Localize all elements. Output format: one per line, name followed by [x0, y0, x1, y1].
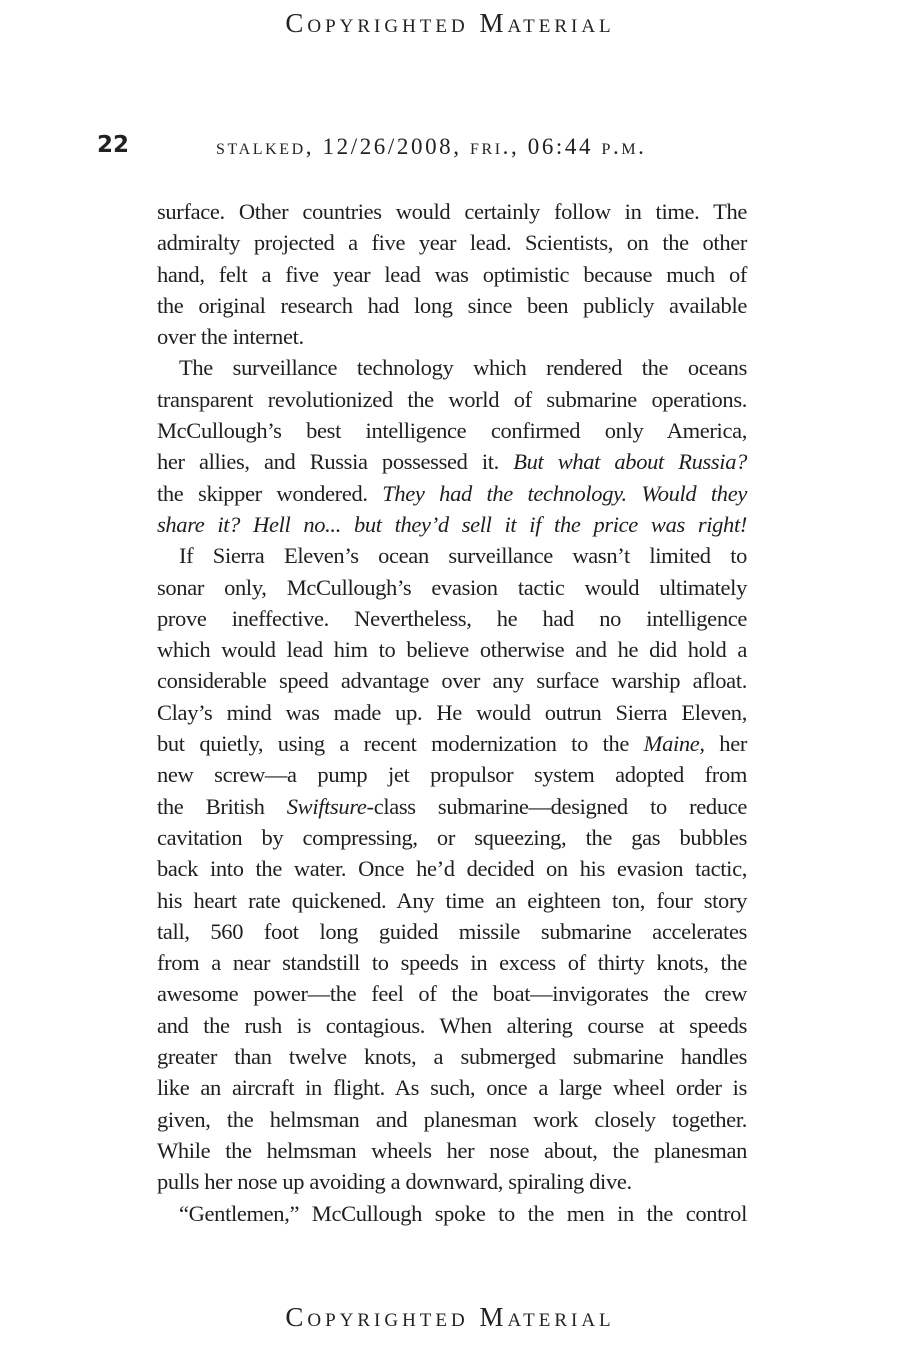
text-line: [157, 259, 747, 290]
text-segment: prove ineffective. Nevertheless, he had no intelligence: [157, 605, 747, 631]
text-segment: -class submarine—designed to reduce: [366, 793, 747, 819]
text-segment: If Sierra Eleven’s ocean surveillance wasn’t limited to: [179, 543, 747, 569]
text-line: [157, 478, 747, 509]
text-segment: back into the water. Once he’d decided on his evasion tactic,: [157, 856, 747, 882]
text-segment: The surveillance technology which rendered the oceans: [179, 355, 747, 381]
text-line: [157, 916, 747, 947]
text-segment: hand, felt a five year lead was optimistic because much of: [157, 261, 747, 287]
text-segment: McCullough’s best intelligence confirmed only America,: [157, 418, 747, 444]
text-line: [157, 290, 747, 321]
italic-text-segment: share it? Hell no... but they’d sell it if the price was right!: [157, 511, 747, 537]
running-head: [0, 130, 900, 166]
text-segment: but quietly, using a recent modernization to the: [157, 731, 644, 757]
text-line: [157, 1072, 747, 1103]
text-line: [157, 1104, 747, 1135]
text-segment: Clay’s mind was made up. He would outrun Sierra Eleven,: [157, 699, 747, 725]
text-line: [157, 352, 747, 383]
italic-text-segment: But what about Russia?: [513, 449, 748, 475]
text-segment: awesome power—the feel of the boat—invigorates the crew: [157, 981, 747, 1007]
copyright-watermark-top: Copyrighted Material: [285, 8, 615, 38]
text-line: [157, 196, 747, 227]
text-segment: sonar only, McCullough’s evasion tactic would ultimately: [157, 574, 747, 600]
page-number: 22: [97, 132, 130, 158]
text-line: [157, 572, 747, 603]
text-segment: given, the helmsman and planesman work closely together.: [157, 1106, 747, 1132]
text-line: [157, 665, 747, 696]
text-segment: and the rush is contagious. When altering course at speeds: [157, 1012, 747, 1038]
text-line: [157, 540, 747, 571]
text-segment: from a near standstill to speeds in excess of thirty knots, the: [157, 950, 747, 976]
text-segment: transparent revolutionized the world of submarine operations.: [157, 386, 747, 412]
text-line: [157, 321, 747, 352]
text-segment: like an aircraft in flight. As such, once a large wheel order is: [157, 1075, 747, 1101]
chapter-running-title: stalked, 12/26/2008, fri., 06:44 p.m.: [216, 134, 647, 159]
text-line: [157, 1010, 747, 1041]
text-segment: her allies, and Russia possessed it.: [157, 449, 514, 475]
text-segment: her: [704, 731, 747, 757]
text-line: [157, 1135, 747, 1166]
text-segment: the skipper wondered.: [157, 480, 383, 506]
italic-text-segment: They had the technology. Would they: [382, 480, 747, 506]
text-segment: greater than twelve knots, a submerged submarine handles: [157, 1044, 747, 1070]
text-segment: over the internet.: [157, 324, 304, 350]
text-segment: cavitation by compressing, or squeezing, the gas bubbles: [157, 824, 747, 850]
text-line: [157, 822, 747, 853]
text-segment: tall, 560 foot long guided missile submarine accelerates: [157, 918, 747, 944]
text-line: [157, 1198, 747, 1229]
text-line: [157, 759, 747, 790]
text-line: [157, 853, 747, 884]
text-segment: new screw—a pump jet propulsor system adopted from: [157, 762, 747, 788]
italic-text-segment: Maine,: [643, 731, 705, 757]
text-segment: surface. Other countries would certainly follow in time. The: [157, 199, 747, 224]
text-line: [157, 885, 747, 916]
text-line: [157, 603, 747, 634]
text-line: [157, 446, 747, 477]
text-line: [157, 384, 747, 415]
text-segment: While the helmsman wheels her nose about, the planesman: [157, 1137, 747, 1163]
text-segment: pulls her nose up avoiding a downward, spiraling dive.: [157, 1169, 632, 1195]
text-segment: the British: [157, 793, 287, 819]
body-text: [157, 196, 747, 1229]
text-segment: considerable speed advantage over any surface warship afloat.: [157, 668, 747, 694]
text-line: [157, 978, 747, 1009]
text-line: [157, 227, 747, 258]
copyright-watermark-bottom: Copyrighted Material: [285, 1302, 615, 1332]
text-line: [157, 1041, 747, 1072]
text-line: [157, 1166, 747, 1197]
italic-text-segment: Swiftsure: [286, 793, 367, 819]
text-segment: admiralty projected a five year lead. Scientists, on the other: [157, 230, 747, 256]
text-line: [157, 634, 747, 665]
text-segment: “Gentlemen,” McCullough spoke to the men in the control: [179, 1200, 747, 1226]
text-line: [157, 509, 747, 540]
text-line: [157, 697, 747, 728]
text-segment: the original research had long since been publicly available: [157, 292, 747, 318]
text-segment: his heart rate quickened. Any time an eighteen ton, four story: [157, 887, 747, 913]
text-line: [157, 791, 747, 822]
text-line: [157, 415, 747, 446]
text-segment: which would lead him to believe otherwise and he did hold a: [157, 637, 747, 663]
text-line: [157, 947, 747, 978]
text-line: [157, 728, 747, 759]
